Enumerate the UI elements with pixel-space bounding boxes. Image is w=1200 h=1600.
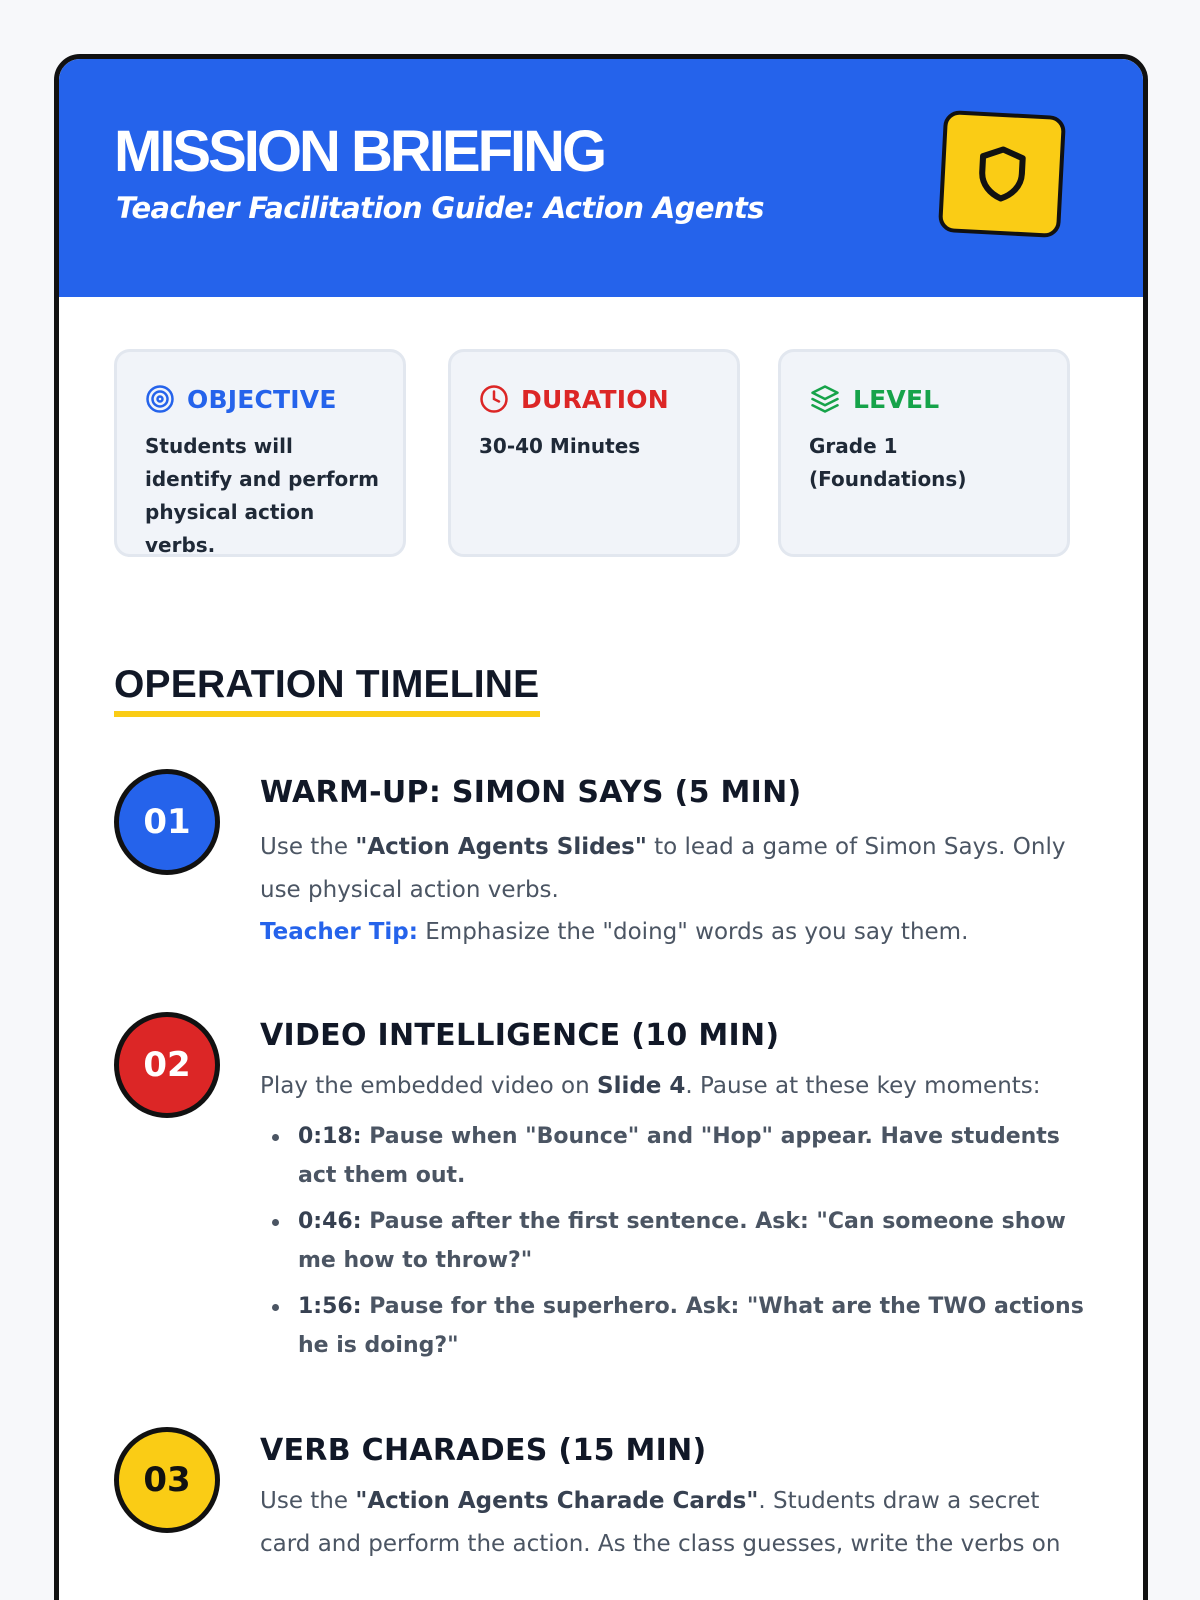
video-moments-list	[260, 1117, 1090, 1372]
level-text: Grade 1 (Foundations)	[809, 434, 967, 491]
level-heading	[809, 382, 1067, 416]
objective-label: OBJECTIVE	[187, 384, 337, 414]
duration-label: DURATION	[521, 384, 669, 414]
level-label: LEVEL	[853, 384, 940, 414]
page-title: MISSION BRIEFING	[114, 119, 605, 184]
layers-icon	[809, 384, 841, 414]
list-item: 1:56: Pause for the superhero. Ask: "What are the TWO actions he is doing?"	[260, 1287, 1090, 1365]
step-number-2: 02	[114, 1012, 220, 1118]
objective-card	[114, 349, 406, 557]
teacher-tip	[260, 911, 1090, 954]
duration-card	[448, 349, 740, 557]
step-title-3: VERB CHARADES (15 MIN)	[260, 1433, 707, 1468]
step-title-1: WARM-UP: SIMON SAYS (5 MIN)	[260, 775, 802, 810]
step-text-1: Use the "Action Agents Slides" to lead a game of Simon Says. Only use physical action verbs.	[260, 834, 1066, 903]
page-subtitle: Teacher Facilitation Guide: Action Agents	[116, 191, 764, 225]
tip-label: Teacher Tip:	[260, 919, 418, 945]
timeline-underline	[114, 711, 540, 717]
tip-text: Emphasize the "doing" words as you say them.	[417, 919, 969, 945]
target-icon	[145, 384, 175, 414]
duration-heading	[479, 382, 737, 416]
objective-text: Students will identify and perform physical action verbs.	[145, 434, 379, 557]
step-text-3: Use the "Action Agents Charade Cards". Students draw a secret card and perform the action. As the class guesses, write the verbs on	[260, 1488, 1061, 1557]
header-banner	[59, 59, 1143, 297]
clock-icon	[479, 384, 509, 414]
step-number-3: 03	[114, 1427, 220, 1533]
shield-icon	[972, 142, 1031, 207]
level-card	[778, 349, 1070, 557]
duration-text: 30-40 Minutes	[479, 434, 641, 458]
mission-briefing-card	[54, 54, 1148, 1600]
shield-badge	[938, 110, 1066, 238]
timeline-title: OPERATION TIMELINE	[114, 663, 540, 706]
list-item: 0:18: Pause when "Bounce" and "Hop" appear. Have students act them out.	[260, 1117, 1090, 1195]
list-item: 0:46: Pause after the first sentence. Ask: "Can someone show me how to throw?"	[260, 1202, 1090, 1280]
step-title-2: VIDEO INTELLIGENCE (10 MIN)	[260, 1018, 780, 1053]
step-number-1: 01	[114, 769, 220, 875]
objective-heading	[145, 382, 403, 416]
step-text-2: Play the embedded video on Slide 4. Pause at these key moments:	[260, 1073, 1041, 1099]
